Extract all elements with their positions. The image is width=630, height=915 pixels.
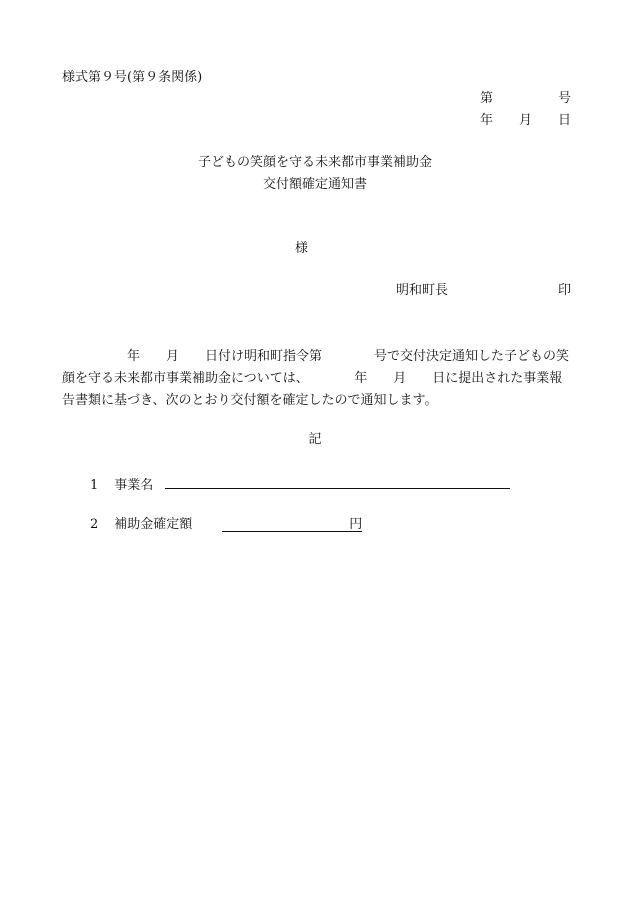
currency-unit: 円 (349, 517, 363, 532)
item-number: 1 (90, 478, 99, 493)
document-number: 第 号 (479, 91, 571, 106)
item-label: 事業名 (114, 478, 154, 493)
seal-mark: 印 (557, 283, 571, 298)
issuer-name: 明和町長 (395, 283, 448, 298)
project-name-field[interactable] (165, 474, 510, 489)
issuer (396, 283, 571, 299)
item-label: 補助金確定額 (114, 517, 193, 532)
item-number: 2 (90, 517, 99, 532)
subsidy-amount-field[interactable] (222, 517, 362, 532)
form-number: 様式第９号(第９条関係) (62, 70, 203, 85)
note-heading: 記 (308, 432, 322, 447)
issue-date: 年 月 日 (479, 113, 571, 128)
item-subsidy-amount (90, 517, 362, 533)
addressee: 様 (295, 241, 309, 256)
document-title-line2: 交付額確定通知書 (262, 177, 367, 192)
item-project-name (90, 474, 510, 494)
body-paragraph: 年 月 日付け明和町指令第 号で交付決定通知した子どもの笑顔を守る未来都市事業補助金については、 年 月 日に提出された事業報告書類に基づき、次のとおり交付額を確定したので通知します。 (62, 349, 570, 408)
document-title-line1: 子どもの笑顔を守る未来都市事業補助金 (197, 155, 432, 170)
